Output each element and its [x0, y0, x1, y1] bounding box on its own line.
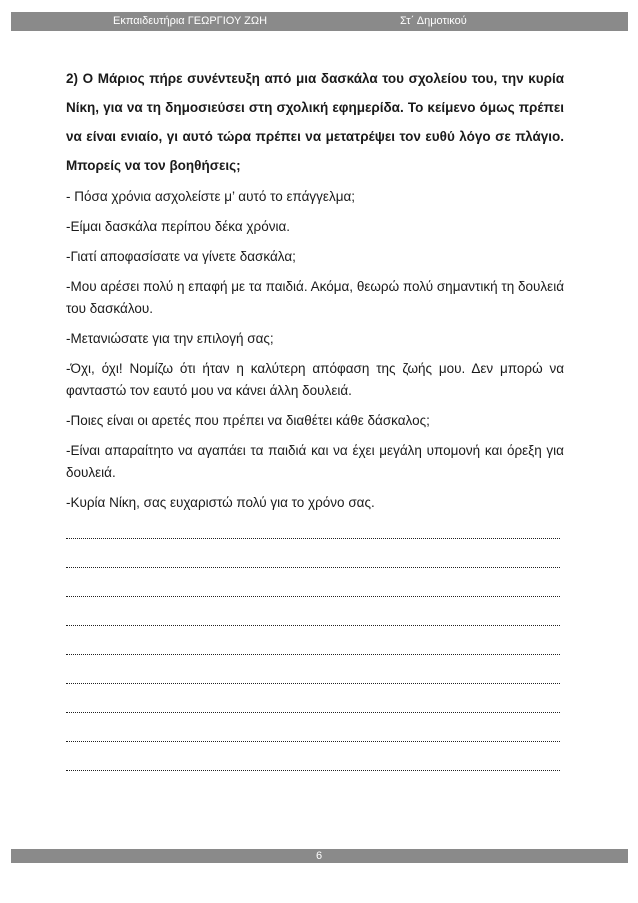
answer-line[interactable] — [66, 638, 564, 667]
answer-line[interactable] — [66, 522, 564, 551]
answer-line[interactable] — [66, 551, 564, 580]
dialog-line: -Όχι, όχι! Νομίζω ότι ήταν η καλύτερη απόφαση της ζωής μου. Δεν μπορώ να φανταστώ τον εαυτό μου να κάνει άλλη δουλειά. — [66, 361, 564, 398]
interview-dialog — [66, 186, 564, 514]
answer-area[interactable] — [66, 522, 564, 783]
page-number: 6 — [315, 850, 323, 862]
dialog-line: -Μετανιώσατε για την επιλογή σας; — [66, 331, 274, 346]
answer-line[interactable] — [66, 754, 564, 783]
dialog-line: -Κυρία Νίκη, σας ευχαριστώ πολύ για το χρόνο σας. — [66, 495, 375, 510]
header-school-name: Εκπαιδευτήρια ΓΕΩΡΓΙΟΥ ΖΩΗ — [113, 15, 268, 27]
dialog-line: -Είναι απαραίτητο να αγαπάει τα παιδιά και να έχει μεγάλη υπομονή και όρεξη για δουλειά. — [66, 443, 564, 480]
dialog-line: -Είμαι δασκάλα περίπου δέκα χρόνια. — [66, 219, 291, 234]
answer-line[interactable] — [66, 725, 564, 754]
answer-line[interactable] — [66, 580, 564, 609]
dialog-line: - Πόσα χρόνια ασχολείστε μ’ αυτό το επάγγελμα; — [66, 189, 356, 204]
dialog-line: -Γιατί αποφασίσατε να γίνετε δασκάλα; — [66, 249, 296, 264]
exercise-question: 2) Ο Μάριος πήρε συνέντευξη από μια δασκάλα του σχολείου του, την κυρία Νίκη, για να τη δημοσιεύσει στη σχολική εφημερίδα. Το κείμενο όμως πρέπει να είναι ενιαίο, γι αυτό τώρα πρέπει να μετατρέψει τον ευθύ λόγο σε πλάγιο. Μπορείς να τον βοηθήσεις; — [66, 71, 564, 173]
header-grade: Στ΄ Δημοτικού — [400, 15, 467, 27]
header-bar — [11, 12, 628, 31]
dialog-line: -Μου αρέσει πολύ η επαφή με τα παιδιά. Ακόμα, θεωρώ πολύ σημαντική τη δουλειά του δασκάλου. — [66, 279, 564, 316]
exercise-content — [66, 64, 564, 783]
answer-line[interactable] — [66, 609, 564, 638]
answer-line[interactable] — [66, 696, 564, 725]
answer-line[interactable] — [66, 667, 564, 696]
dialog-line: -Ποιες είναι οι αρετές που πρέπει να διαθέτει κάθε δάσκαλος; — [66, 413, 430, 428]
